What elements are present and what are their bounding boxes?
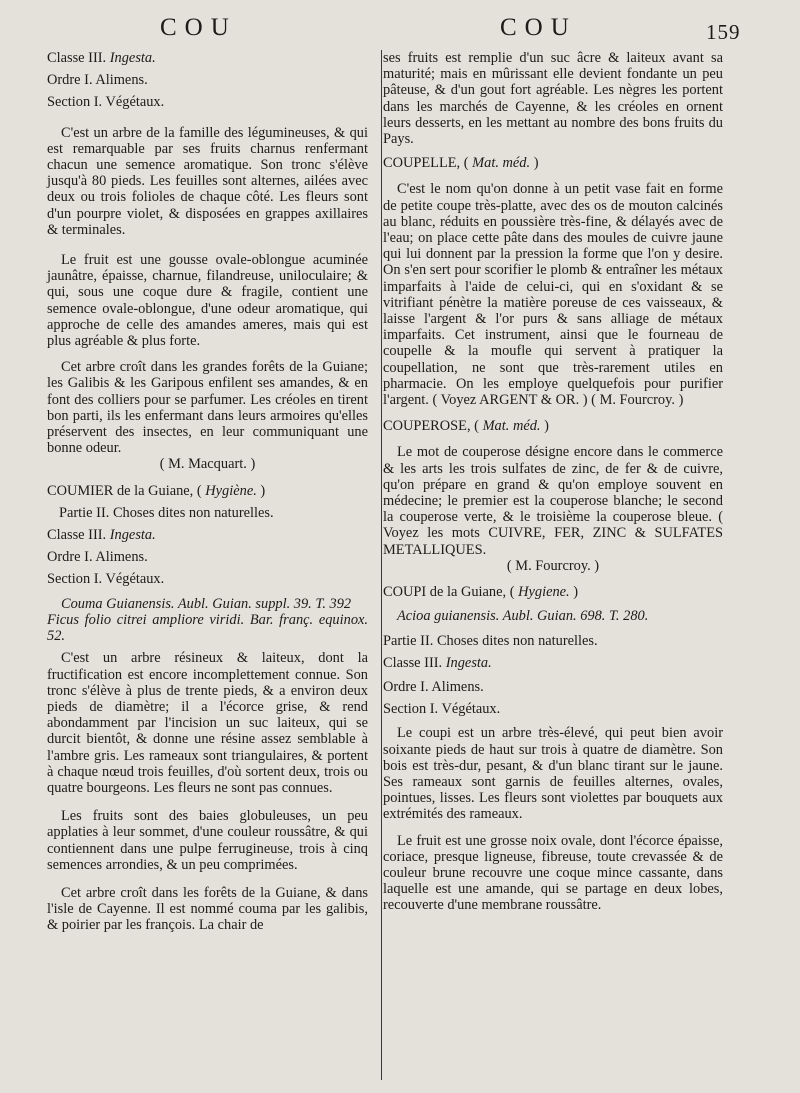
classe-text: Classe III.: [47, 527, 110, 544]
entry-term: COUPELLE, (: [383, 155, 473, 172]
paragraph: C'est le nom qu'on donne à un petit vase fait en forme de petite coupe très-platte, avec des os de mouton calcinés au blanc, réduits en poussière très-fine, & délayés avec de l'eau; on place cette pâte dans des moules de cuivre jaune qui lui donnent par la pression la forme que l'on y desire. On s'en sert pour scorifier le plomb & entraîner les métaux imparfaits à l'aide de celui-ci, qui en s'oxidant & se vitrifiant pénètre la matière poreuse de ces vaisseaux, & laisse l'argent & l'or purs & sans alliage de métaux imparfaits. Cet instrument, ainsi que le fourneau de coupelle & la moufle qui servent à pratiquer la coupellation, ne sont que très-rarement utiles en pharmacie. On les employe quelquefois pour purifier l'argent. ( Voyez ARGENT & OR. ) ( M. Fourcroy. ): [383, 181, 723, 409]
entry-close: ): [569, 584, 579, 601]
entry-term: COUPEROSE, (: [383, 418, 483, 435]
entry-close: ): [530, 155, 539, 172]
left-running-head: COU: [160, 14, 237, 41]
latin-synonym: Acioa guianensis. Aubl. Guian. 698. T. 280.: [397, 608, 649, 625]
paragraph: ses fruits est remplie d'un suc âcre & laiteux avant sa maturité; mais en mûrissant elle devient fondante un peu pâteuse, & d'un gout fort agréable. Les nègres les portent dans les marchés de Cayenne, & les créoles en ornent leurs desserts, en les mettant au nombre des bons fruits du Pays.: [383, 50, 723, 148]
signature: ( M. Fourcroy. ): [506, 557, 600, 574]
entry-heading-coumier: [47, 483, 368, 499]
paragraph: Cet arbre croît dans les forêts de la Guiane, & dans l'isle de Cayenne. Il est nommé couma par les galibis, & poirier par les françois. La chair de: [47, 884, 368, 934]
entry-close: ): [256, 482, 266, 499]
entry-heading-coupelle: [383, 155, 723, 171]
paragraph: C'est un arbre de la famille des légumineuses, & qui est remarquable par ses fruits charnus renfermant chacun une semence aromatique. Son tronc s'élève jusqu'à 80 pieds. Les feuilles sont alternes, ailées avec deux ou trois folioles de chaque côté. Les fleurs sont d'un pourpre violet, & disposées en grappes axillaires & terminales.: [47, 124, 368, 238]
partie-heading: Partie II. Choses dites non naturelles.: [383, 632, 598, 649]
paragraph: Cet arbre croît dans les grandes forêts de la Guiane; les Galibis & les Garipous enfilent ses amandes, & en font des colliers pour se parfumer. Les créoles en tirent bon parti, ils les enfermant dans leurs armoires qu'elles préservent des insectes, en leur communiquant une bonne odeur.: [47, 359, 368, 457]
entry-heading-coupi: [383, 584, 723, 600]
paragraph: C'est un arbre résineux & laiteux, dont la fructification est encore incomplettement connue. Son tronc s'élève à plus de trente pieds, & a environ deux pieds de diamètre; il a l'écorce grise, & rend abondamment par l'incision un suc laiteux, qui se durcit bientôt, & donne une résine assez semblable à l'ambre gris. Les rameaux sont triangulaires, & portent à chaque nœud trois feuilles, d'où sortent deux, trois ou quatre bourgeons. Les fleurs ne sont pas connues.: [47, 650, 368, 796]
latin-synonym: Couma Guianensis. Aubl. Guian. suppl. 39. T. 392: [61, 595, 352, 612]
classe-italic: Ingesta.: [109, 527, 156, 544]
right-running-head: COU: [500, 14, 577, 41]
page-number: 159: [706, 20, 741, 44]
entry-rubric: Mat. méd.: [472, 155, 531, 172]
classe-text: Classe III.: [47, 50, 110, 66]
paragraph: Le mot de couperose désigne encore dans le commerce & les arts les trois sulfates de zinc, de fer & de cuivre, qu'on prépare en grand & qu'on employe souvent en médecine; le premier est la couperose blanche; le second la couperose verte, & le troisième la couperose bleue. ( Voyez les mots CUIVRE, FER, ZINC & SULFATES METALLIQUES.: [383, 444, 723, 558]
entry-term: COUMIER de la Guiane, (: [47, 482, 206, 499]
classe-heading: [47, 527, 368, 543]
signature: ( M. Macquart. ): [159, 456, 256, 473]
partie-heading: Partie II. Choses dites non naturelles.: [59, 504, 274, 521]
ordre-heading: Ordre I. Alimens.: [47, 72, 148, 89]
paragraph: Le fruit est une grosse noix ovale, dont l'écorce épaisse, coriace, presque ligneuse, fibreuse, toute crevassée & de couleur brune recouvre une coque mince cassante, dans laquelle est une amande, qui se partage en deux lobes, recouverte d'une membrane roussâtre.: [383, 832, 723, 914]
ordre-heading: Ordre I. Alimens.: [47, 549, 148, 566]
left-column: [47, 50, 368, 934]
classe-italic: Ingesta.: [445, 654, 492, 671]
classe-heading: [47, 50, 368, 66]
paragraph: Les fruits sont des baies globuleuses, un peu applaties à leur sommet, d'une couleur roussâtre, & qui contiennent dans une pulpe ferrugineuse, trois à cinq semences arrondies, & un peu comprimées.: [47, 808, 368, 873]
entry-heading-couperose: [383, 418, 723, 434]
right-column: [383, 50, 723, 914]
entry-rubric: Hygiene.: [518, 584, 570, 601]
latin-synonym: Ficus folio citrei ampliore viridi. Bar. franç. equinox. 52.: [47, 611, 368, 645]
classe-italic: Ingesta.: [109, 50, 156, 66]
entry-rubric: Mat. méd.: [482, 418, 541, 435]
paragraph: Le coupi est un arbre très-élevé, qui peut bien avoir soixante pieds de haut sur trois à quatre de diamètre. Son bois est très-dur, pesant, & d'un blanc tirant sur le jaune. Ses rameaux sont garnis de feuilles alternes, ovales, pointues, lisses. Les fleurs sont violettes par bouquets aux extrémités des rameaux.: [383, 725, 723, 823]
classe-text: Classe III.: [383, 654, 446, 671]
paragraph: Le fruit est une gousse ovale-oblongue acuminée jaunâtre, épaisse, charnue, filandreuse, uniloculaire; & qui, sous une coque dure & fragile, contient une semence ovale-oblongue, d'une odeur aromatique, qui approche de celle des amandes ameres, mais qui est plus agréable & plus forte.: [47, 252, 368, 350]
ordre-heading: Ordre I. Alimens.: [383, 678, 484, 695]
section-heading: Section I. Végétaux.: [47, 94, 165, 111]
classe-heading: [383, 655, 723, 671]
entry-close: ): [540, 418, 549, 435]
entry-term: COUPI de la Guiane, (: [383, 584, 519, 601]
section-heading: Section I. Végétaux.: [383, 701, 501, 718]
column-rule: [381, 50, 382, 1080]
entry-rubric: Hygiène.: [205, 482, 257, 499]
section-heading: Section I. Végétaux.: [47, 571, 165, 588]
